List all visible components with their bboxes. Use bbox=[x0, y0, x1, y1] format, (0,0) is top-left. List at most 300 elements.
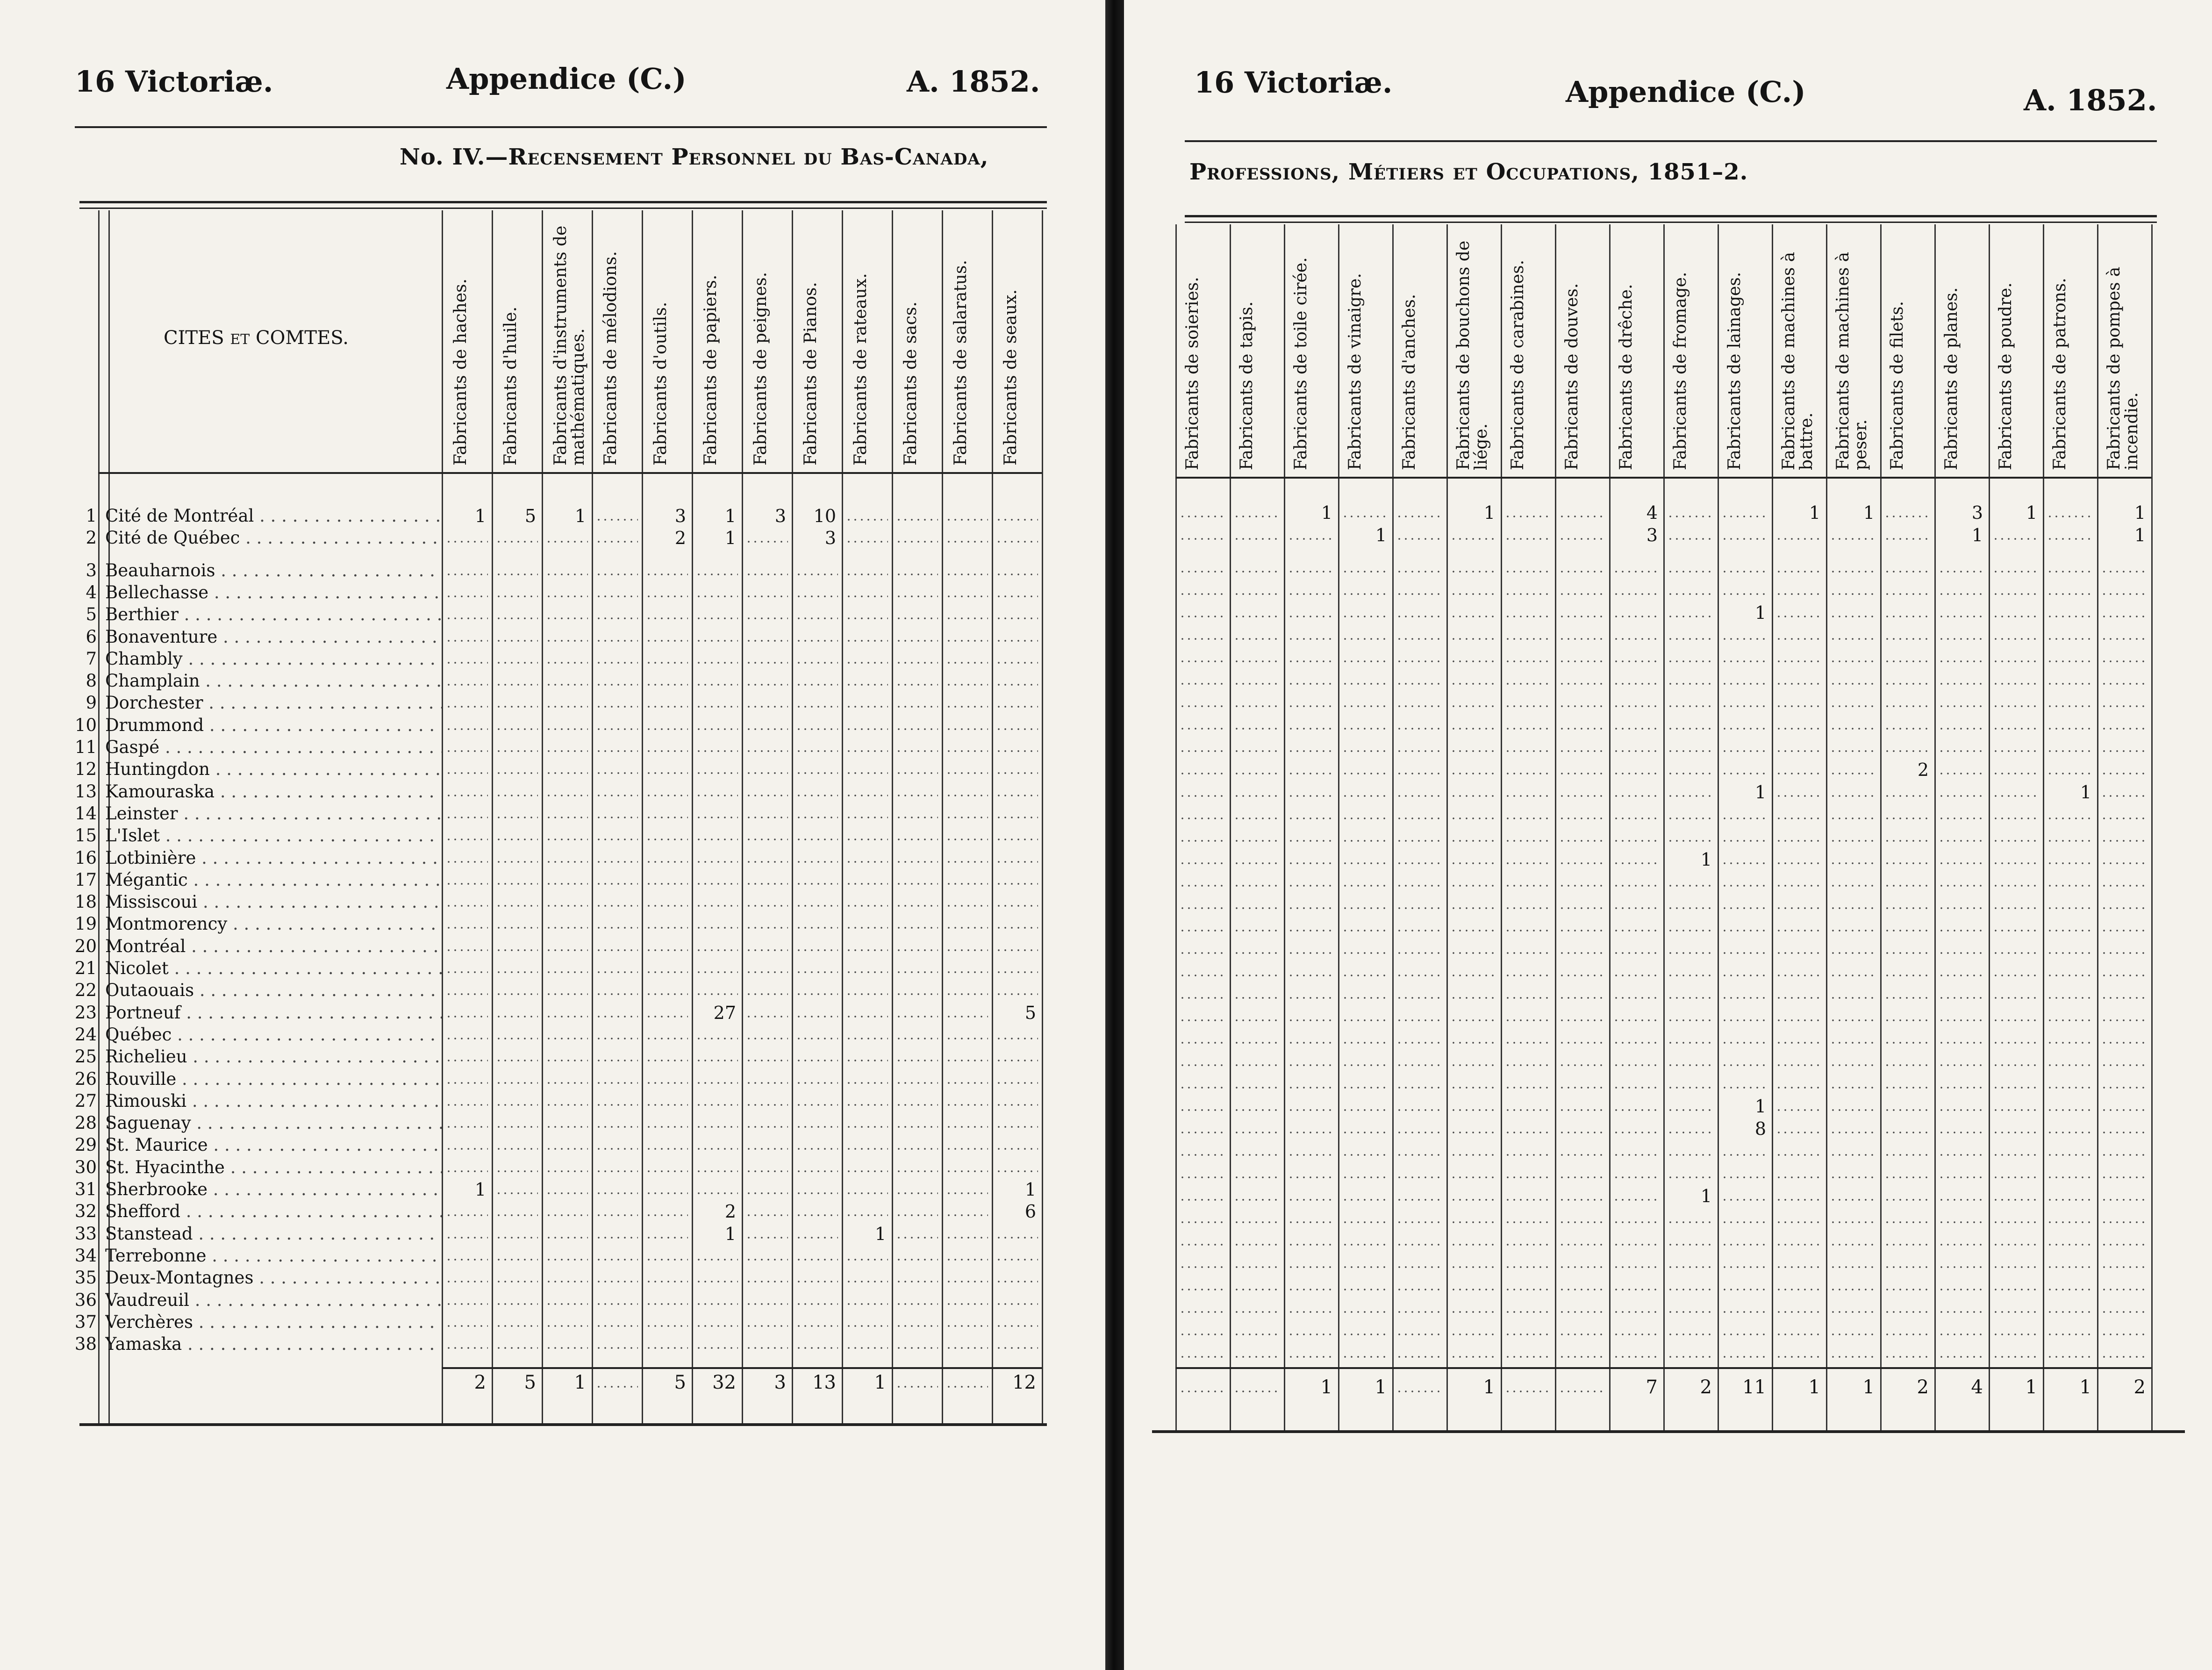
empty-cell bbox=[445, 640, 488, 642]
header-rule bbox=[75, 126, 1047, 128]
data-cell: 1 bbox=[2026, 502, 2037, 523]
empty-cell bbox=[1884, 616, 1931, 617]
empty-cell bbox=[1396, 840, 1443, 842]
column-divider bbox=[2043, 224, 2044, 1430]
empty-cell bbox=[1504, 1064, 1551, 1066]
empty-cell bbox=[1938, 750, 1985, 752]
empty-cell bbox=[945, 1281, 988, 1283]
empty-cell bbox=[1559, 1311, 1605, 1313]
empty-cell bbox=[1450, 1176, 1497, 1178]
column-divider bbox=[442, 210, 443, 1423]
empty-cell bbox=[545, 1016, 588, 1018]
empty-cell bbox=[1938, 773, 1985, 774]
empty-cell bbox=[645, 971, 688, 973]
empty-cell bbox=[1450, 840, 1497, 842]
empty-cell bbox=[1288, 975, 1334, 976]
empty-cell bbox=[595, 750, 638, 752]
empty-cell bbox=[2101, 571, 2148, 573]
empty-cell bbox=[1938, 638, 1985, 640]
empty-cell bbox=[2047, 1356, 2093, 1358]
empty-cell bbox=[2101, 750, 2148, 752]
empty-cell bbox=[1992, 750, 2039, 752]
empty-cell bbox=[1233, 997, 1280, 999]
empty-cell bbox=[1288, 817, 1334, 819]
empty-cell bbox=[445, 750, 488, 752]
empty-cell bbox=[1342, 1087, 1389, 1089]
empty-cell bbox=[745, 861, 788, 863]
empty-cell bbox=[1667, 1087, 1714, 1089]
empty-cell bbox=[495, 1347, 538, 1349]
column-header: Fabricants de bouchons de liége. bbox=[1454, 240, 1491, 470]
empty-cell bbox=[1559, 840, 1605, 842]
empty-cell bbox=[1938, 952, 1985, 954]
empty-cell bbox=[695, 1148, 738, 1150]
empty-cell bbox=[695, 728, 738, 730]
empty-cell bbox=[845, 905, 888, 907]
data-cell: 8 bbox=[1754, 1118, 1766, 1139]
empty-cell bbox=[945, 1038, 988, 1039]
empty-cell bbox=[1288, 1154, 1334, 1156]
empty-cell bbox=[1992, 1266, 2039, 1268]
column-header: Fabricants de tapis. bbox=[1237, 301, 1256, 470]
empty-cell bbox=[1884, 1042, 1931, 1044]
column-total: 1 bbox=[2079, 1376, 2091, 1398]
row-name: Champlain . . . bbox=[105, 671, 442, 691]
empty-cell bbox=[1667, 773, 1714, 774]
empty-cell bbox=[1450, 975, 1497, 976]
empty-cell bbox=[2101, 1154, 2148, 1156]
empty-cell bbox=[1884, 1064, 1931, 1066]
empty-cell bbox=[745, 617, 788, 619]
row-number: 1 bbox=[86, 506, 97, 526]
empty-cell bbox=[895, 662, 938, 664]
empty-cell bbox=[1233, 1333, 1280, 1335]
empty-cell bbox=[795, 1259, 838, 1261]
empty-cell bbox=[1884, 1199, 1931, 1201]
empty-cell bbox=[1233, 952, 1280, 954]
empty-cell bbox=[1884, 1289, 1931, 1290]
empty-cell bbox=[1992, 1176, 2039, 1178]
empty-cell bbox=[995, 772, 1038, 774]
column-total: 2 bbox=[1700, 1376, 1712, 1398]
column-header: Fabricants de salaratus. bbox=[951, 260, 970, 466]
empty-cell bbox=[2047, 705, 2093, 707]
empty-cell bbox=[1830, 840, 1876, 842]
empty-cell bbox=[1179, 728, 1226, 730]
empty-cell bbox=[1233, 683, 1280, 685]
empty-cell bbox=[1179, 997, 1226, 999]
empty-cell bbox=[545, 1325, 588, 1327]
empty-cell bbox=[1721, 728, 1768, 730]
empty-cell bbox=[745, 1214, 788, 1216]
empty-cell bbox=[1179, 975, 1226, 976]
empty-cell bbox=[795, 706, 838, 708]
empty-cell bbox=[1396, 683, 1443, 685]
empty-cell bbox=[745, 1082, 788, 1084]
empty-cell bbox=[1721, 1199, 1768, 1201]
row-name: Drummond . . . bbox=[105, 715, 442, 735]
empty-cell bbox=[1504, 1289, 1551, 1290]
empty-cell bbox=[995, 684, 1038, 686]
column-header: Fabricants de pompes à incendie. bbox=[2105, 266, 2141, 470]
column-total: 2 bbox=[2133, 1376, 2146, 1398]
empty-cell bbox=[1342, 1176, 1389, 1178]
column-divider bbox=[592, 210, 593, 1423]
empty-cell bbox=[695, 795, 738, 796]
row-number: 25 bbox=[74, 1046, 97, 1067]
empty-cell bbox=[845, 861, 888, 863]
row-number: 9 bbox=[86, 693, 97, 713]
empty-cell bbox=[945, 795, 988, 796]
empty-cell bbox=[1342, 1311, 1389, 1313]
empty-cell bbox=[795, 1016, 838, 1018]
empty-cell bbox=[1775, 1154, 1822, 1156]
empty-cell bbox=[795, 1237, 838, 1239]
empty-cell bbox=[645, 861, 688, 863]
empty-cell bbox=[445, 883, 488, 885]
empty-cell bbox=[1613, 997, 1660, 999]
empty-cell bbox=[1938, 660, 1985, 662]
empty-cell bbox=[495, 1281, 538, 1283]
empty-total bbox=[1504, 1390, 1551, 1392]
empty-cell bbox=[445, 1170, 488, 1172]
empty-cell bbox=[1342, 683, 1389, 685]
empty-cell bbox=[2101, 975, 2148, 976]
empty-cell bbox=[795, 1104, 838, 1106]
header-left-session: 16 Victoriæ. bbox=[75, 65, 273, 99]
empty-cell bbox=[2101, 773, 2148, 774]
row-name: Saguenay . . . bbox=[105, 1113, 442, 1133]
empty-cell bbox=[1288, 1333, 1334, 1335]
empty-cell bbox=[1450, 1132, 1497, 1133]
row-name: Cité de Québec . . . bbox=[105, 528, 442, 548]
empty-cell bbox=[1667, 616, 1714, 617]
data-cell: 2 bbox=[1917, 760, 1929, 780]
column-header: Fabricants de patrons. bbox=[2050, 278, 2069, 470]
empty-total bbox=[1179, 1390, 1226, 1392]
row-number: 26 bbox=[74, 1068, 97, 1089]
empty-cell bbox=[545, 1281, 588, 1283]
empty-cell bbox=[445, 595, 488, 597]
empty-cell bbox=[2047, 885, 2093, 887]
empty-cell bbox=[1830, 1289, 1876, 1290]
column-total: 11 bbox=[1742, 1376, 1766, 1398]
empty-cell bbox=[1613, 1356, 1660, 1358]
empty-cell bbox=[1396, 1087, 1443, 1089]
empty-cell bbox=[945, 750, 988, 752]
empty-cell bbox=[645, 1060, 688, 1061]
empty-cell bbox=[495, 1038, 538, 1039]
empty-cell bbox=[1721, 1221, 1768, 1223]
data-cell: 1 bbox=[724, 506, 736, 526]
empty-cell bbox=[695, 706, 738, 708]
empty-cell bbox=[545, 1082, 588, 1084]
empty-cell bbox=[645, 728, 688, 730]
empty-cell bbox=[1667, 705, 1714, 707]
empty-cell bbox=[1288, 1289, 1334, 1290]
empty-cell bbox=[895, 1104, 938, 1106]
row-number: 22 bbox=[74, 980, 97, 1001]
empty-cell bbox=[1992, 817, 2039, 819]
empty-cell bbox=[545, 949, 588, 951]
empty-cell bbox=[1775, 1356, 1822, 1358]
empty-cell bbox=[645, 927, 688, 929]
empty-cell bbox=[1288, 1244, 1334, 1246]
empty-cell bbox=[745, 1303, 788, 1305]
row-header-comtes: COMTES. bbox=[256, 327, 349, 349]
empty-cell bbox=[1992, 1244, 2039, 1246]
empty-cell bbox=[445, 617, 488, 619]
empty-cell bbox=[1775, 907, 1822, 909]
empty-cell bbox=[845, 795, 888, 796]
empty-cell bbox=[1830, 1221, 1876, 1223]
empty-cell bbox=[1775, 1244, 1822, 1246]
empty-cell bbox=[895, 1303, 938, 1305]
empty-cell bbox=[595, 617, 638, 619]
row-number: 12 bbox=[74, 759, 97, 780]
empty-cell bbox=[1938, 817, 1985, 819]
empty-cell bbox=[795, 817, 838, 818]
empty-cell bbox=[1450, 1333, 1497, 1335]
empty-cell bbox=[995, 640, 1038, 642]
empty-cell bbox=[1667, 1289, 1714, 1290]
column-header: Fabricants d'huile. bbox=[501, 306, 520, 466]
empty-cell bbox=[1342, 1221, 1389, 1223]
empty-cell bbox=[1342, 705, 1389, 707]
empty-cell bbox=[1884, 930, 1931, 932]
empty-cell bbox=[545, 706, 588, 708]
empty-cell bbox=[995, 861, 1038, 863]
empty-cell bbox=[1504, 1199, 1551, 1201]
empty-cell bbox=[1667, 1221, 1714, 1223]
empty-cell bbox=[495, 993, 538, 995]
empty-cell bbox=[895, 1082, 938, 1084]
empty-cell bbox=[1667, 997, 1714, 999]
empty-cell bbox=[945, 617, 988, 619]
row-number: 14 bbox=[74, 803, 97, 824]
empty-cell bbox=[645, 640, 688, 642]
row-number: 10 bbox=[74, 715, 97, 735]
empty-cell bbox=[445, 1038, 488, 1039]
empty-cell bbox=[995, 1148, 1038, 1150]
empty-cell bbox=[695, 905, 738, 907]
empty-cell bbox=[545, 883, 588, 885]
empty-cell bbox=[545, 573, 588, 575]
empty-cell bbox=[1342, 840, 1389, 842]
empty-cell bbox=[1233, 1356, 1280, 1358]
row-name: Verchères . . . bbox=[105, 1312, 442, 1332]
empty-cell bbox=[1830, 1132, 1876, 1133]
empty-cell bbox=[1396, 862, 1443, 864]
empty-cell bbox=[1179, 1221, 1226, 1223]
empty-cell bbox=[1342, 975, 1389, 976]
empty-cell bbox=[1721, 660, 1768, 662]
empty-cell bbox=[1992, 593, 2039, 595]
empty-cell bbox=[1233, 1221, 1280, 1223]
empty-cell bbox=[1396, 593, 1443, 595]
empty-cell bbox=[2047, 1333, 2093, 1335]
empty-cell bbox=[1342, 1064, 1389, 1066]
empty-cell bbox=[1559, 660, 1605, 662]
empty-cell bbox=[1721, 930, 1768, 932]
row-name: Outaouais . . . bbox=[105, 980, 442, 1000]
empty-cell bbox=[2101, 1333, 2148, 1335]
column-header: Fabricants de carabines. bbox=[1508, 259, 1527, 470]
empty-cell bbox=[595, 1016, 638, 1018]
empty-cell bbox=[895, 883, 938, 885]
empty-cell bbox=[895, 1148, 938, 1150]
empty-cell bbox=[1179, 1244, 1226, 1246]
empty-cell bbox=[1396, 750, 1443, 752]
column-divider bbox=[1989, 224, 1990, 1430]
empty-cell bbox=[1613, 1109, 1660, 1111]
empty-cell bbox=[495, 1126, 538, 1128]
empty-cell bbox=[2101, 1019, 2148, 1021]
empty-cell bbox=[495, 1325, 538, 1327]
empty-cell bbox=[495, 706, 538, 708]
empty-cell bbox=[645, 993, 688, 995]
empty-cell bbox=[895, 519, 938, 521]
empty-cell bbox=[945, 728, 988, 730]
data-cell: 1 bbox=[1754, 782, 1766, 803]
empty-cell bbox=[1613, 795, 1660, 797]
empty-cell bbox=[1342, 616, 1389, 617]
empty-cell bbox=[1938, 1176, 1985, 1178]
row-header-et: ET bbox=[230, 331, 250, 348]
empty-cell bbox=[895, 640, 938, 642]
empty-cell bbox=[795, 617, 838, 619]
empty-cell bbox=[1342, 907, 1389, 909]
empty-cell bbox=[945, 640, 988, 642]
empty-cell bbox=[1559, 862, 1605, 864]
column-total: 1 bbox=[2025, 1376, 2037, 1398]
empty-cell bbox=[1504, 538, 1551, 540]
empty-cell bbox=[2047, 952, 2093, 954]
column-divider bbox=[642, 210, 643, 1423]
empty-cell bbox=[745, 1148, 788, 1150]
empty-cell bbox=[2101, 1199, 2148, 1201]
data-cell: 1 bbox=[1700, 849, 1712, 870]
empty-cell bbox=[1233, 1199, 1280, 1201]
empty-cell bbox=[1233, 1266, 1280, 1268]
empty-cell bbox=[1721, 907, 1768, 909]
empty-cell bbox=[1504, 1042, 1551, 1044]
empty-cell bbox=[695, 1082, 738, 1084]
empty-cell bbox=[995, 1237, 1038, 1239]
column-divider bbox=[1446, 224, 1448, 1430]
empty-cell bbox=[1667, 1064, 1714, 1066]
empty-cell bbox=[1288, 750, 1334, 752]
empty-cell bbox=[1938, 930, 1985, 932]
empty-cell bbox=[995, 1325, 1038, 1327]
empty-total bbox=[1233, 1390, 1280, 1392]
empty-cell bbox=[1288, 705, 1334, 707]
header-bottom-rule bbox=[98, 472, 1042, 474]
row-number: 31 bbox=[74, 1179, 97, 1199]
column-divider bbox=[492, 210, 493, 1423]
empty-cell bbox=[545, 772, 588, 774]
empty-cell bbox=[1504, 1266, 1551, 1268]
empty-cell bbox=[445, 971, 488, 973]
empty-cell bbox=[1233, 638, 1280, 640]
empty-cell bbox=[1667, 840, 1714, 842]
empty-cell bbox=[1233, 1132, 1280, 1133]
row-name: Missiscoui . . . bbox=[105, 892, 442, 912]
empty-cell bbox=[945, 905, 988, 907]
empty-cell bbox=[1613, 750, 1660, 752]
empty-cell bbox=[1721, 1064, 1768, 1066]
empty-cell bbox=[445, 772, 488, 774]
empty-cell bbox=[445, 861, 488, 863]
empty-cell bbox=[1884, 952, 1931, 954]
empty-cell bbox=[2047, 817, 2093, 819]
empty-cell bbox=[1830, 683, 1876, 685]
table-title-text: Recensement Personnel du Bas-Canada, bbox=[508, 144, 989, 170]
empty-cell bbox=[995, 541, 1038, 543]
empty-cell bbox=[695, 640, 738, 642]
empty-cell bbox=[1775, 1289, 1822, 1290]
column-divider bbox=[1338, 224, 1339, 1430]
empty-cell bbox=[1559, 817, 1605, 819]
empty-cell bbox=[545, 640, 588, 642]
empty-cell bbox=[895, 1170, 938, 1172]
empty-cell bbox=[1667, 952, 1714, 954]
empty-cell bbox=[1504, 683, 1551, 685]
empty-cell bbox=[1613, 930, 1660, 932]
row-number: 19 bbox=[74, 914, 97, 934]
empty-cell bbox=[2047, 1064, 2093, 1066]
empty-cell bbox=[695, 883, 738, 885]
empty-cell bbox=[1884, 997, 1931, 999]
empty-cell bbox=[2101, 952, 2148, 954]
empty-cell bbox=[445, 1016, 488, 1018]
empty-cell bbox=[1667, 638, 1714, 640]
empty-cell bbox=[1830, 817, 1876, 819]
empty-total bbox=[1396, 1390, 1443, 1392]
empty-cell bbox=[445, 1214, 488, 1216]
column-header: Fabricants de douves. bbox=[1562, 283, 1582, 470]
empty-cell bbox=[445, 728, 488, 730]
empty-cell bbox=[1884, 1019, 1931, 1021]
row-name: Terrebonne . . . bbox=[105, 1246, 442, 1266]
empty-cell bbox=[1613, 1019, 1660, 1021]
empty-cell bbox=[1613, 705, 1660, 707]
empty-cell bbox=[1830, 1176, 1876, 1178]
row-header bbox=[164, 327, 349, 349]
empty-cell bbox=[1721, 885, 1768, 887]
empty-cell bbox=[445, 706, 488, 708]
row-number: 27 bbox=[74, 1090, 97, 1111]
empty-cell bbox=[1450, 1311, 1497, 1313]
empty-cell bbox=[1342, 952, 1389, 954]
empty-cell bbox=[645, 684, 688, 686]
empty-cell bbox=[695, 772, 738, 774]
empty-cell bbox=[1775, 885, 1822, 887]
empty-cell bbox=[1342, 1333, 1389, 1335]
empty-cell bbox=[545, 795, 588, 796]
empty-cell bbox=[1613, 1176, 1660, 1178]
empty-cell bbox=[895, 1347, 938, 1349]
empty-cell bbox=[945, 883, 988, 885]
empty-cell bbox=[2101, 1221, 2148, 1223]
data-cell: 3 bbox=[674, 506, 686, 526]
empty-cell bbox=[845, 750, 888, 752]
empty-cell bbox=[2047, 1266, 2093, 1268]
empty-cell bbox=[645, 1237, 688, 1239]
empty-cell bbox=[845, 706, 888, 708]
empty-cell bbox=[595, 1126, 638, 1128]
empty-cell bbox=[495, 640, 538, 642]
